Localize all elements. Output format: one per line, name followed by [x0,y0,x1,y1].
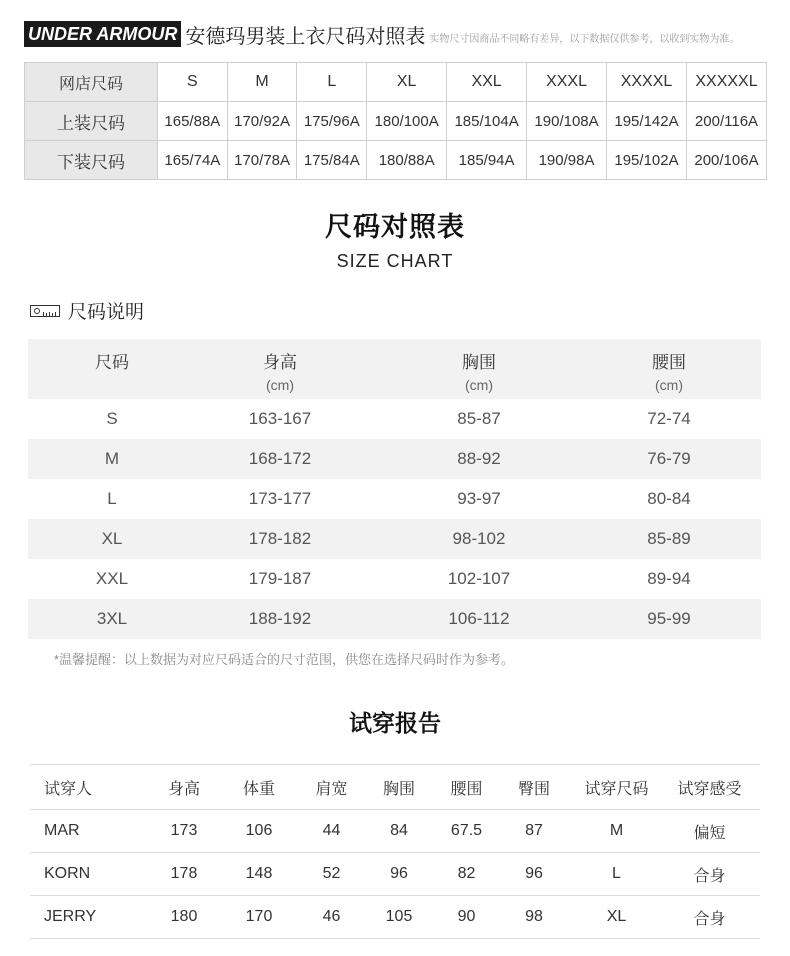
chart-title: 尺码对照表 [325,212,465,242]
waist-cell: 85-89 [647,529,691,548]
column-header [28,339,196,399]
waist-cell: 72-74 [647,409,691,428]
table-row [28,599,761,639]
table-cell: 180 [154,896,214,939]
row-label: 网店尺码 [25,63,158,102]
table-cell: 190/108A [527,102,607,141]
table-row [28,519,761,559]
size-cell: 3XL [96,609,128,628]
table-cell: XL [574,896,659,939]
table-cell: 67.5 [439,810,494,853]
table-cell: XL [367,63,447,102]
column-header: 试穿人 [30,765,154,810]
header-unit: (cm) [266,377,294,393]
waist-cell: 80-84 [647,489,691,508]
column-header: 体重 [214,765,304,810]
waist-cell: 76-79 [647,449,691,468]
table-cell: XXXXXL [686,63,766,102]
row-label: 上装尺码 [25,102,158,141]
table-cell: 165/88A [158,102,228,141]
chest-cell: 93-97 [457,489,501,508]
header-label: 腰围 [652,353,686,372]
table-cell: 200/106A [686,141,766,180]
table-cell: 173 [154,810,214,853]
table-cell: XXXXL [607,63,687,102]
size-cell: M [104,449,120,468]
table-row [25,102,767,141]
column-header [364,339,594,399]
table-cell: 82 [439,853,494,896]
table-cell: 98 [494,896,574,939]
table-cell: 175/84A [297,141,367,180]
table-cell: 105 [359,896,439,939]
table-row [28,559,761,599]
table-cell: 180/88A [367,141,447,180]
try-on-report-table [30,764,760,939]
size-cell: XXL [95,569,129,588]
table-cell: 52 [304,853,359,896]
table-cell: 170 [214,896,304,939]
height-cell: 179-187 [248,569,312,588]
table-cell: 195/102A [607,141,687,180]
chest-cell: 85-87 [457,409,501,428]
table-cell: 90 [439,896,494,939]
size-cell: L [107,489,117,508]
table-cell: M [574,810,659,853]
table-cell: 170/92A [227,102,297,141]
table-cell: 84 [359,810,439,853]
chest-cell: 98-102 [452,529,506,548]
waist-cell: 95-99 [647,609,691,628]
header-note: 实物尺寸因商品不同略有差异，以下数据仅供参考，以收到实物为准。 [429,33,740,45]
chest-cell: 102-107 [447,569,511,588]
size-cell: S [106,409,118,428]
table-header-row [28,339,761,399]
table-cell: 46 [304,896,359,939]
table-cell: 87 [494,810,574,853]
page-title: 安德玛男装上衣尺码对照表 [185,25,426,48]
table-cell: 合身 [659,896,760,939]
section-label: 尺码说明 [68,302,145,323]
chest-cell: 106-112 [448,609,510,628]
column-header: 试穿尺码 [574,765,659,810]
table-cell: 185/94A [447,141,527,180]
row-label: 下装尺码 [25,141,158,180]
table-cell: 44 [304,810,359,853]
table-cell: 175/96A [297,102,367,141]
table-cell: 165/74A [158,141,228,180]
header-label: 胸围 [462,353,496,372]
table-cell: 合身 [659,853,760,896]
table-cell: JERRY [30,896,154,939]
column-header: 肩宽 [304,765,359,810]
table-cell: L [574,853,659,896]
column-header: 胸围 [359,765,439,810]
table-row [30,810,760,853]
table-header-row [30,765,760,810]
table-row [28,439,761,479]
table-cell: 190/98A [527,141,607,180]
table-cell: 偏短 [659,810,760,853]
table-row [28,479,761,519]
header-unit: (cm) [655,377,683,393]
size-note: *温馨提醒：以上数据为对应尺码适合的尺寸范围，供您在选择尺码时作为参考。 [54,652,515,667]
header-unit: (cm) [465,377,493,393]
table-cell: 185/104A [447,102,527,141]
column-header: 试穿感受 [659,765,760,810]
table-cell: XXL [447,63,527,102]
table-cell: 96 [494,853,574,896]
table-cell: 195/142A [607,102,687,141]
table-row [30,853,760,896]
column-header: 腰围 [439,765,494,810]
column-header [196,339,364,399]
table-cell: 96 [359,853,439,896]
table-cell: MAR [30,810,154,853]
height-cell: 178-182 [248,529,312,548]
table-cell: 106 [214,810,304,853]
header-label: 身高 [263,353,297,372]
column-header: 身高 [154,765,214,810]
brand-logo: UNDER ARMOUR [24,21,181,47]
table-cell: KORN [30,853,154,896]
table-cell: XXXL [527,63,607,102]
height-cell: 188-192 [248,609,312,628]
table-row [28,399,761,439]
ruler-icon [30,305,60,317]
table-row [30,896,760,939]
height-cell: 173-177 [248,489,312,508]
table-row [25,63,767,102]
report-title: 试穿报告 [349,710,441,736]
height-cell: 168-172 [248,449,312,468]
table-row [25,141,767,180]
size-cell: XL [101,529,123,548]
table-cell: 148 [214,853,304,896]
column-header: 臀围 [494,765,574,810]
table-cell: 178 [154,853,214,896]
table-cell: S [158,63,228,102]
waist-cell: 89-94 [647,569,691,588]
table-cell: 180/100A [367,102,447,141]
chest-cell: 88-92 [457,449,501,468]
header-label: 尺码 [95,353,129,372]
table-cell: L [297,63,367,102]
header [24,20,774,48]
table-cell: M [227,63,297,102]
table-cell: 170/78A [227,141,297,180]
height-cell: 163-167 [248,409,312,428]
table-cell: 200/116A [686,102,766,141]
column-header [594,339,744,399]
size-explain-section [30,297,144,324]
size-explain-table [28,339,761,639]
chart-subtitle: SIZE CHART [336,251,454,271]
size-conversion-table [24,62,767,180]
